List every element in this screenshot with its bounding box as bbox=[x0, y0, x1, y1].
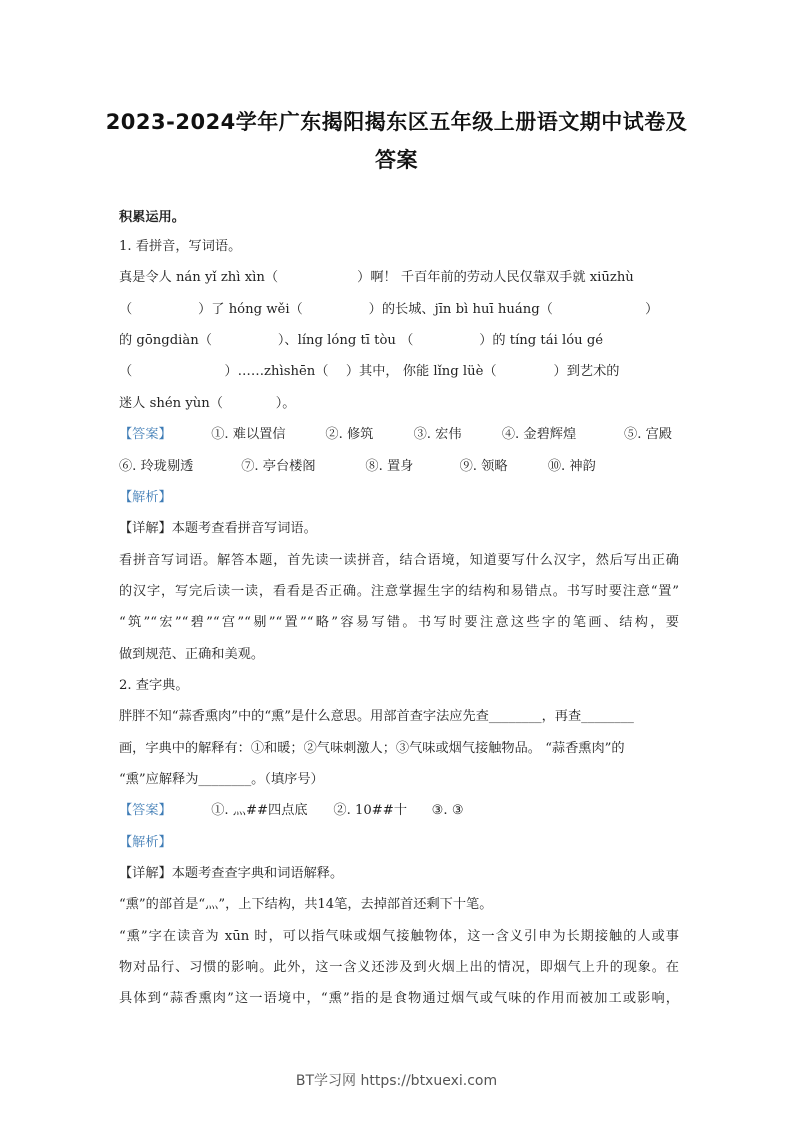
q1-line: （ ）……zhìshēn（ ）其中， 你能 lǐng lüè（ ）到艺术的 bbox=[119, 364, 620, 379]
explanation-line: 看拼音写词语。解答本题，首先读一读拼音，结合语境，知道要写什么汉字，然后写出正确 bbox=[119, 553, 679, 568]
q2-answer-row bbox=[119, 801, 679, 821]
page-title-line1: 2023-2024学年广东揭阳揭东区五年级上册语文期中试卷及 bbox=[105, 110, 688, 134]
detail-heading: 【详解】本题考查看拼音写词语。 bbox=[119, 521, 317, 536]
answer-item: ③. ③ bbox=[431, 803, 464, 818]
answer-item: ②. 10##十 bbox=[333, 803, 408, 818]
q1-answer-row bbox=[119, 425, 679, 445]
q1-answer-row bbox=[119, 457, 679, 477]
q2-line: 胖胖不知“蒜香熏肉”中的“熏”是什么意思。用部首查字法应先查________，再查________ bbox=[119, 709, 634, 724]
page-title-line2: 答案 bbox=[375, 148, 418, 172]
answer-item: ⑦. 亭台楼阁 bbox=[241, 459, 316, 474]
answer-item: ③. 宏伟 bbox=[413, 427, 462, 442]
explanation-line: 具体到“蒜香熏肉”这一语境中，“熏”指的是食物通过烟气或气味的作用而被加工或影响， bbox=[119, 991, 679, 1006]
answer-item: ⑥. 玲珑剔透 bbox=[119, 459, 194, 474]
answer-label: 【答案】 bbox=[119, 427, 172, 442]
analysis-label: 【解析】 bbox=[119, 835, 172, 850]
q1-heading: 1. 看拼音，写词语。 bbox=[119, 239, 242, 254]
answer-item: ①. 灬##四点底 bbox=[211, 803, 308, 818]
answer-item: ④. 金碧辉煌 bbox=[501, 427, 577, 442]
section-heading: 积累运用。 bbox=[119, 210, 185, 225]
explanation-line: “熏”的部首是“灬”，上下结构，共14笔，去掉部首还剩下十笔。 bbox=[119, 897, 493, 912]
answer-item: ⑩. 神韵 bbox=[547, 459, 596, 474]
answer-item: ⑨. 领略 bbox=[459, 459, 508, 474]
q2-line: 画，字典中的解释有：①和暖；②气味刺激人；③气味或烟气接触物品。 “蒜香熏肉”的 bbox=[119, 741, 625, 756]
q1-line: （ ）了 hóng wěi（ ）的长城、jīn bì huī huáng（ ） bbox=[119, 302, 659, 317]
detail-heading: 【详解】本题考查查字典和词语解释。 bbox=[119, 866, 344, 881]
q2-heading: 2. 查字典。 bbox=[119, 678, 189, 693]
answer-item: ⑤. 宫殿 bbox=[624, 427, 672, 442]
explanation-line: “筑”“宏”“碧”“宫”“剔”“置”“略”容易写错。书写时要注意这些字的笔画、结构，要 bbox=[119, 615, 679, 630]
answer-label: 【答案】 bbox=[119, 803, 172, 818]
q1-line: 迷人 shén yùn（ ）。 bbox=[119, 396, 296, 411]
q1-line: 真是令人 nán yǐ zhì xìn（ ）啊！ 千百年前的劳动人民仅靠双手就 xiūzhù bbox=[119, 270, 634, 285]
q1-line: 的 gōngdiàn（ ）、líng lóng tī tòu （ ）的 tíng tái lóu gé bbox=[119, 333, 604, 348]
answer-item: ②. 修筑 bbox=[325, 427, 374, 442]
footer-watermark: BT学习网 https://btxuexi.com bbox=[295, 1073, 498, 1089]
explanation-line: 物对品行、习惯的影响。此外，这一含义还涉及到火烟上出的情况，即烟气上升的现象。在 bbox=[119, 960, 679, 975]
explanation-line: “熏”字在读音为 xūn 时，可以指气味或烟气接触物体，这一含义引申为长期接触的人或事 bbox=[119, 929, 679, 944]
answer-item: ⑧. 置身 bbox=[365, 459, 414, 474]
answer-item: ①. 难以置信 bbox=[211, 427, 286, 442]
q2-line: “熏”应解释为________。（填序号） bbox=[119, 772, 324, 787]
explanation-line: 的汉字，写完后读一读，看看是否正确。注意掌握生字的结构和易错点。书写时要注意“置” bbox=[119, 584, 679, 599]
explanation-line: 做到规范、正确和美观。 bbox=[119, 647, 265, 662]
analysis-label: 【解析】 bbox=[119, 490, 172, 505]
